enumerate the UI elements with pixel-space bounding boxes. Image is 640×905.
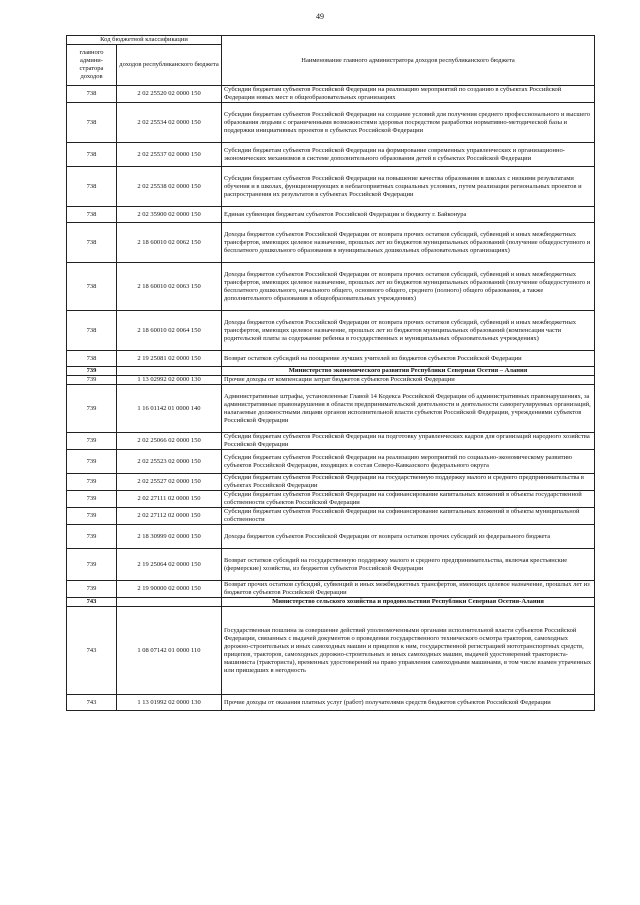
header-kbk: Код бюджетной классификации — [67, 36, 222, 45]
revenue-name-cell: Субсидии бюджетам субъектов Российской Федерации на софинансирование капитальных вложений в объекты муниципальной собственности — [222, 508, 595, 525]
admin-code-cell: 738 — [67, 167, 117, 207]
admin-code-cell: 738 — [67, 351, 117, 367]
revenue-code-cell: 1 08 07142 01 0000 110 — [117, 607, 222, 695]
revenue-code-cell: 2 19 25081 02 0000 150 — [117, 351, 222, 367]
table-body — [67, 86, 595, 711]
admin-code-cell: 738 — [67, 263, 117, 311]
revenue-name-cell: Субсидии бюджетам субъектов Российской Федерации на реализацию мероприятий по созданию в субъектах Российской Федерации новых мест в общеобразовательных организациях — [222, 86, 595, 103]
admin-code-cell: 738 — [67, 86, 117, 103]
table-row — [67, 508, 595, 525]
table-row — [67, 549, 595, 581]
table-row — [67, 86, 595, 103]
admin-code-cell: 739 — [67, 450, 117, 474]
revenue-code-cell: 2 02 25523 02 0000 150 — [117, 450, 222, 474]
table-row — [67, 474, 595, 491]
admin-code-cell: 739 — [67, 491, 117, 508]
revenue-name-cell: Доходы бюджетов субъектов Российской Федерации от возврата прочих остатков субсидий, субвенций и иных межбюджетных трансфертов, имеющих целевое назначение, прошлых лет из бюджетов муниципальных образований (компенсация части родительской платы за содержание ребенка в государственных и муниципальных образовательных учреждениях) — [222, 311, 595, 351]
table-row — [67, 607, 595, 695]
revenue-code-cell: 2 02 27111 02 0000 150 — [117, 491, 222, 508]
admin-code-cell: 739 — [67, 549, 117, 581]
revenue-name-cell: Возврат остатков субсидий на государственную поддержку малого и среднего предпринимательства, включая крестьянские (фермерские) хозяйства, из бюджетов субъектов Российской Федерации — [222, 549, 595, 581]
admin-code-cell: 739 — [67, 525, 117, 549]
revenue-code-cell: 2 18 60010 02 0064 150 — [117, 311, 222, 351]
revenue-name-cell: Прочие доходы от компенсации затрат бюджетов субъектов Российской Федерации — [222, 376, 595, 385]
revenue-code-cell: 2 02 27112 02 0000 150 — [117, 508, 222, 525]
revenue-name-cell: Доходы бюджетов субъектов Российской Федерации от возврата остатков прочих субсидий из федерального бюджета — [222, 525, 595, 549]
table-row — [67, 385, 595, 433]
revenue-code-cell: 2 02 25520 02 0000 150 — [117, 86, 222, 103]
admin-code-cell: 739 — [67, 581, 117, 598]
admin-code-cell: 738 — [67, 207, 117, 223]
table-row — [67, 376, 595, 385]
table-row — [67, 207, 595, 223]
admin-code-cell: 739 — [67, 367, 117, 376]
revenue-name-cell: Субсидии бюджетам субъектов Российской Федерации на формирование современных управленческих и организационно-экономических механизмов в системе дополнительного образования детей в субъектах Российской Федерации — [222, 143, 595, 167]
table-row — [67, 167, 595, 207]
revenue-name-cell: Доходы бюджетов субъектов Российской Федерации от возврата прочих остатков субсидий, субвенций и иных межбюджетных трансфертов, имеющих целевое назначение, прошлых лет из бюджетов муниципальных образований (получение общедоступного и бесплатного дошкольного, начального общего, основного общего, среднего (полного) общего образования, а также дополнительного образования в общеобразовательных учреждениях) — [222, 263, 595, 311]
table-row — [67, 695, 595, 711]
revenue-code-cell: 2 19 25064 02 0000 150 — [117, 549, 222, 581]
page-number: 49 — [316, 12, 324, 21]
revenue-code-cell: 1 16 01142 01 0000 140 — [117, 385, 222, 433]
header-revenue-code: доходов республиканского бюджета — [117, 45, 222, 86]
revenue-code-cell: 2 02 25527 02 0000 150 — [117, 474, 222, 491]
revenue-name-cell: Государственная пошлина за совершение действий уполномоченными органами исполнительной власти субъектов Российской Федерации, связанных с выдачей документов о проведении государственного технического осмотра тракторов, самоходных дорожно-строительных и иных самоходных машин и прицепов к ним, государственной регистрацией мототранспортных средств, прицепов, тракторов, самоходных дорожно-строительных и иных самоходных машин, выдачей удостоверений тракториста-машиниста (тракториста), временных удостоверений на право управления самоходными машинами, в том числе взамен утраченных или пришедших в негодность — [222, 607, 595, 695]
revenue-name-cell: Субсидии бюджетам субъектов Российской Федерации на софинансирование капитальных вложений в объекты государственной собственности субъектов Российской Федерации — [222, 491, 595, 508]
revenue-classification-table — [66, 35, 595, 711]
table-row — [67, 351, 595, 367]
table-row — [67, 525, 595, 549]
admin-code-cell: 738 — [67, 223, 117, 263]
revenue-code-cell: 2 02 35900 02 0000 150 — [117, 207, 222, 223]
admin-code-cell: 738 — [67, 311, 117, 351]
table-row — [67, 223, 595, 263]
revenue-name-cell: Субсидии бюджетам субъектов Российской Федерации на подготовку управленческих кадров для организаций народного хозяйства Российской Федерации — [222, 433, 595, 450]
table-row — [67, 367, 595, 376]
table-row — [67, 311, 595, 351]
revenue-name-cell: Возврат остатков субсидий на поощрение лучших учителей из бюджетов субъектов Российской Федерации — [222, 351, 595, 367]
admin-code-cell: 743 — [67, 607, 117, 695]
revenue-code-cell: 2 02 25537 02 0000 150 — [117, 143, 222, 167]
revenue-code-cell: 2 18 30999 02 0000 150 — [117, 525, 222, 549]
revenue-code-cell: 1 13 01992 02 0000 130 — [117, 695, 222, 711]
table-row — [67, 143, 595, 167]
revenue-code-cell: 2 18 60010 02 0062 150 — [117, 223, 222, 263]
admin-code-cell: 743 — [67, 695, 117, 711]
revenue-name-cell: Субсидии бюджетам субъектов Российской Федерации на реализацию мероприятий по социально-экономическому развитию субъектов Российской Федерации, входящих в состав Северо-Кавказского федерального округа — [222, 450, 595, 474]
revenue-name-cell: Субсидии бюджетам субъектов Российской Федерации на повышение качества образования в школах с низкими результатами обучения и в школах, функционирующих в неблагоприятных социальных условиях, путем реализации региональных проектов и распространения их результатов в субъектах Российской Федерации — [222, 167, 595, 207]
admin-code-cell: 739 — [67, 376, 117, 385]
admin-code-cell: 739 — [67, 433, 117, 450]
revenue-name-cell: Субсидии бюджетам субъектов Российской Федерации на государственную поддержку малого и среднего предпринимательства в субъектах Российской Федерации — [222, 474, 595, 491]
revenue-name-cell: Министерство экономического развития Республики Северная Осетия – Алания — [222, 367, 595, 376]
revenue-name-cell: Прочие доходы от оказания платных услуг (работ) получателями средств бюджетов субъектов Российской Федерации — [222, 695, 595, 711]
revenue-code-cell — [117, 598, 222, 607]
revenue-code-cell: 2 02 25534 02 0000 150 — [117, 103, 222, 143]
admin-code-cell: 739 — [67, 474, 117, 491]
revenue-code-cell: 2 18 60010 02 0063 150 — [117, 263, 222, 311]
revenue-code-cell — [117, 367, 222, 376]
admin-code-cell: 738 — [67, 103, 117, 143]
revenue-name-cell: Возврат прочих остатков субсидий, субвенций и иных межбюджетных трансфертов, имеющих целевое назначение, прошлых лет из бюджетов субъектов Российской Федерации — [222, 581, 595, 598]
admin-code-cell: 743 — [67, 598, 117, 607]
revenue-name-cell: Субсидии бюджетам субъектов Российской Федерации на создание условий для получения среднего профессионального и высшего образования людьми с ограниченными возможностями здоровья посредством разработки нормативно-методической базы и поддержки инициативных проектов в субъектах Российской Федерации — [222, 103, 595, 143]
revenue-code-cell: 1 13 02992 02 0000 130 — [117, 376, 222, 385]
revenue-name-cell: Единая субвенция бюджетам субъектов Российской Федерации и бюджету г. Байконура — [222, 207, 595, 223]
table-row — [67, 491, 595, 508]
revenue-name-cell: Доходы бюджетов субъектов Российской Федерации от возврата прочих остатков субсидий, субвенций и иных межбюджетных трансфертов, имеющих целевое назначение, прошлых лет из бюджетов муниципальных образований (получение общедоступного и бесплатного дошкольного образования в муниципальных дошкольных образовательных организациях) — [222, 223, 595, 263]
table-row — [67, 433, 595, 450]
table-row — [67, 581, 595, 598]
admin-code-cell: 739 — [67, 508, 117, 525]
revenue-code-cell: 2 02 25538 02 0000 150 — [117, 167, 222, 207]
revenue-name-cell: Административные штрафы, установленные Главой 14 Кодекса Российской Федерации об административных правонарушениях, за административные правонарушения в области предпринимательской деятельности и деятельности саморегулируемых организаций, налагаемые должностными лицами органов исполнительной власти субъектов Российской Федерации, учреждениями субъектов Российской Федерации — [222, 385, 595, 433]
table-row — [67, 263, 595, 311]
table-row — [67, 598, 595, 607]
revenue-name-cell: Министерство сельского хозяйства и продовольствия Республики Северная Осетия-Алания — [222, 598, 595, 607]
revenue-code-cell: 2 02 25066 02 0000 150 — [117, 433, 222, 450]
table-row — [67, 103, 595, 143]
header-admin-name: Наименование главного администратора доходов республиканского бюджета — [222, 36, 595, 86]
revenue-code-cell: 2 19 90000 02 0000 150 — [117, 581, 222, 598]
table-row — [67, 450, 595, 474]
header-admin-code: главного админи-стратора доходов — [67, 45, 117, 86]
admin-code-cell: 738 — [67, 143, 117, 167]
admin-code-cell: 739 — [67, 385, 117, 433]
